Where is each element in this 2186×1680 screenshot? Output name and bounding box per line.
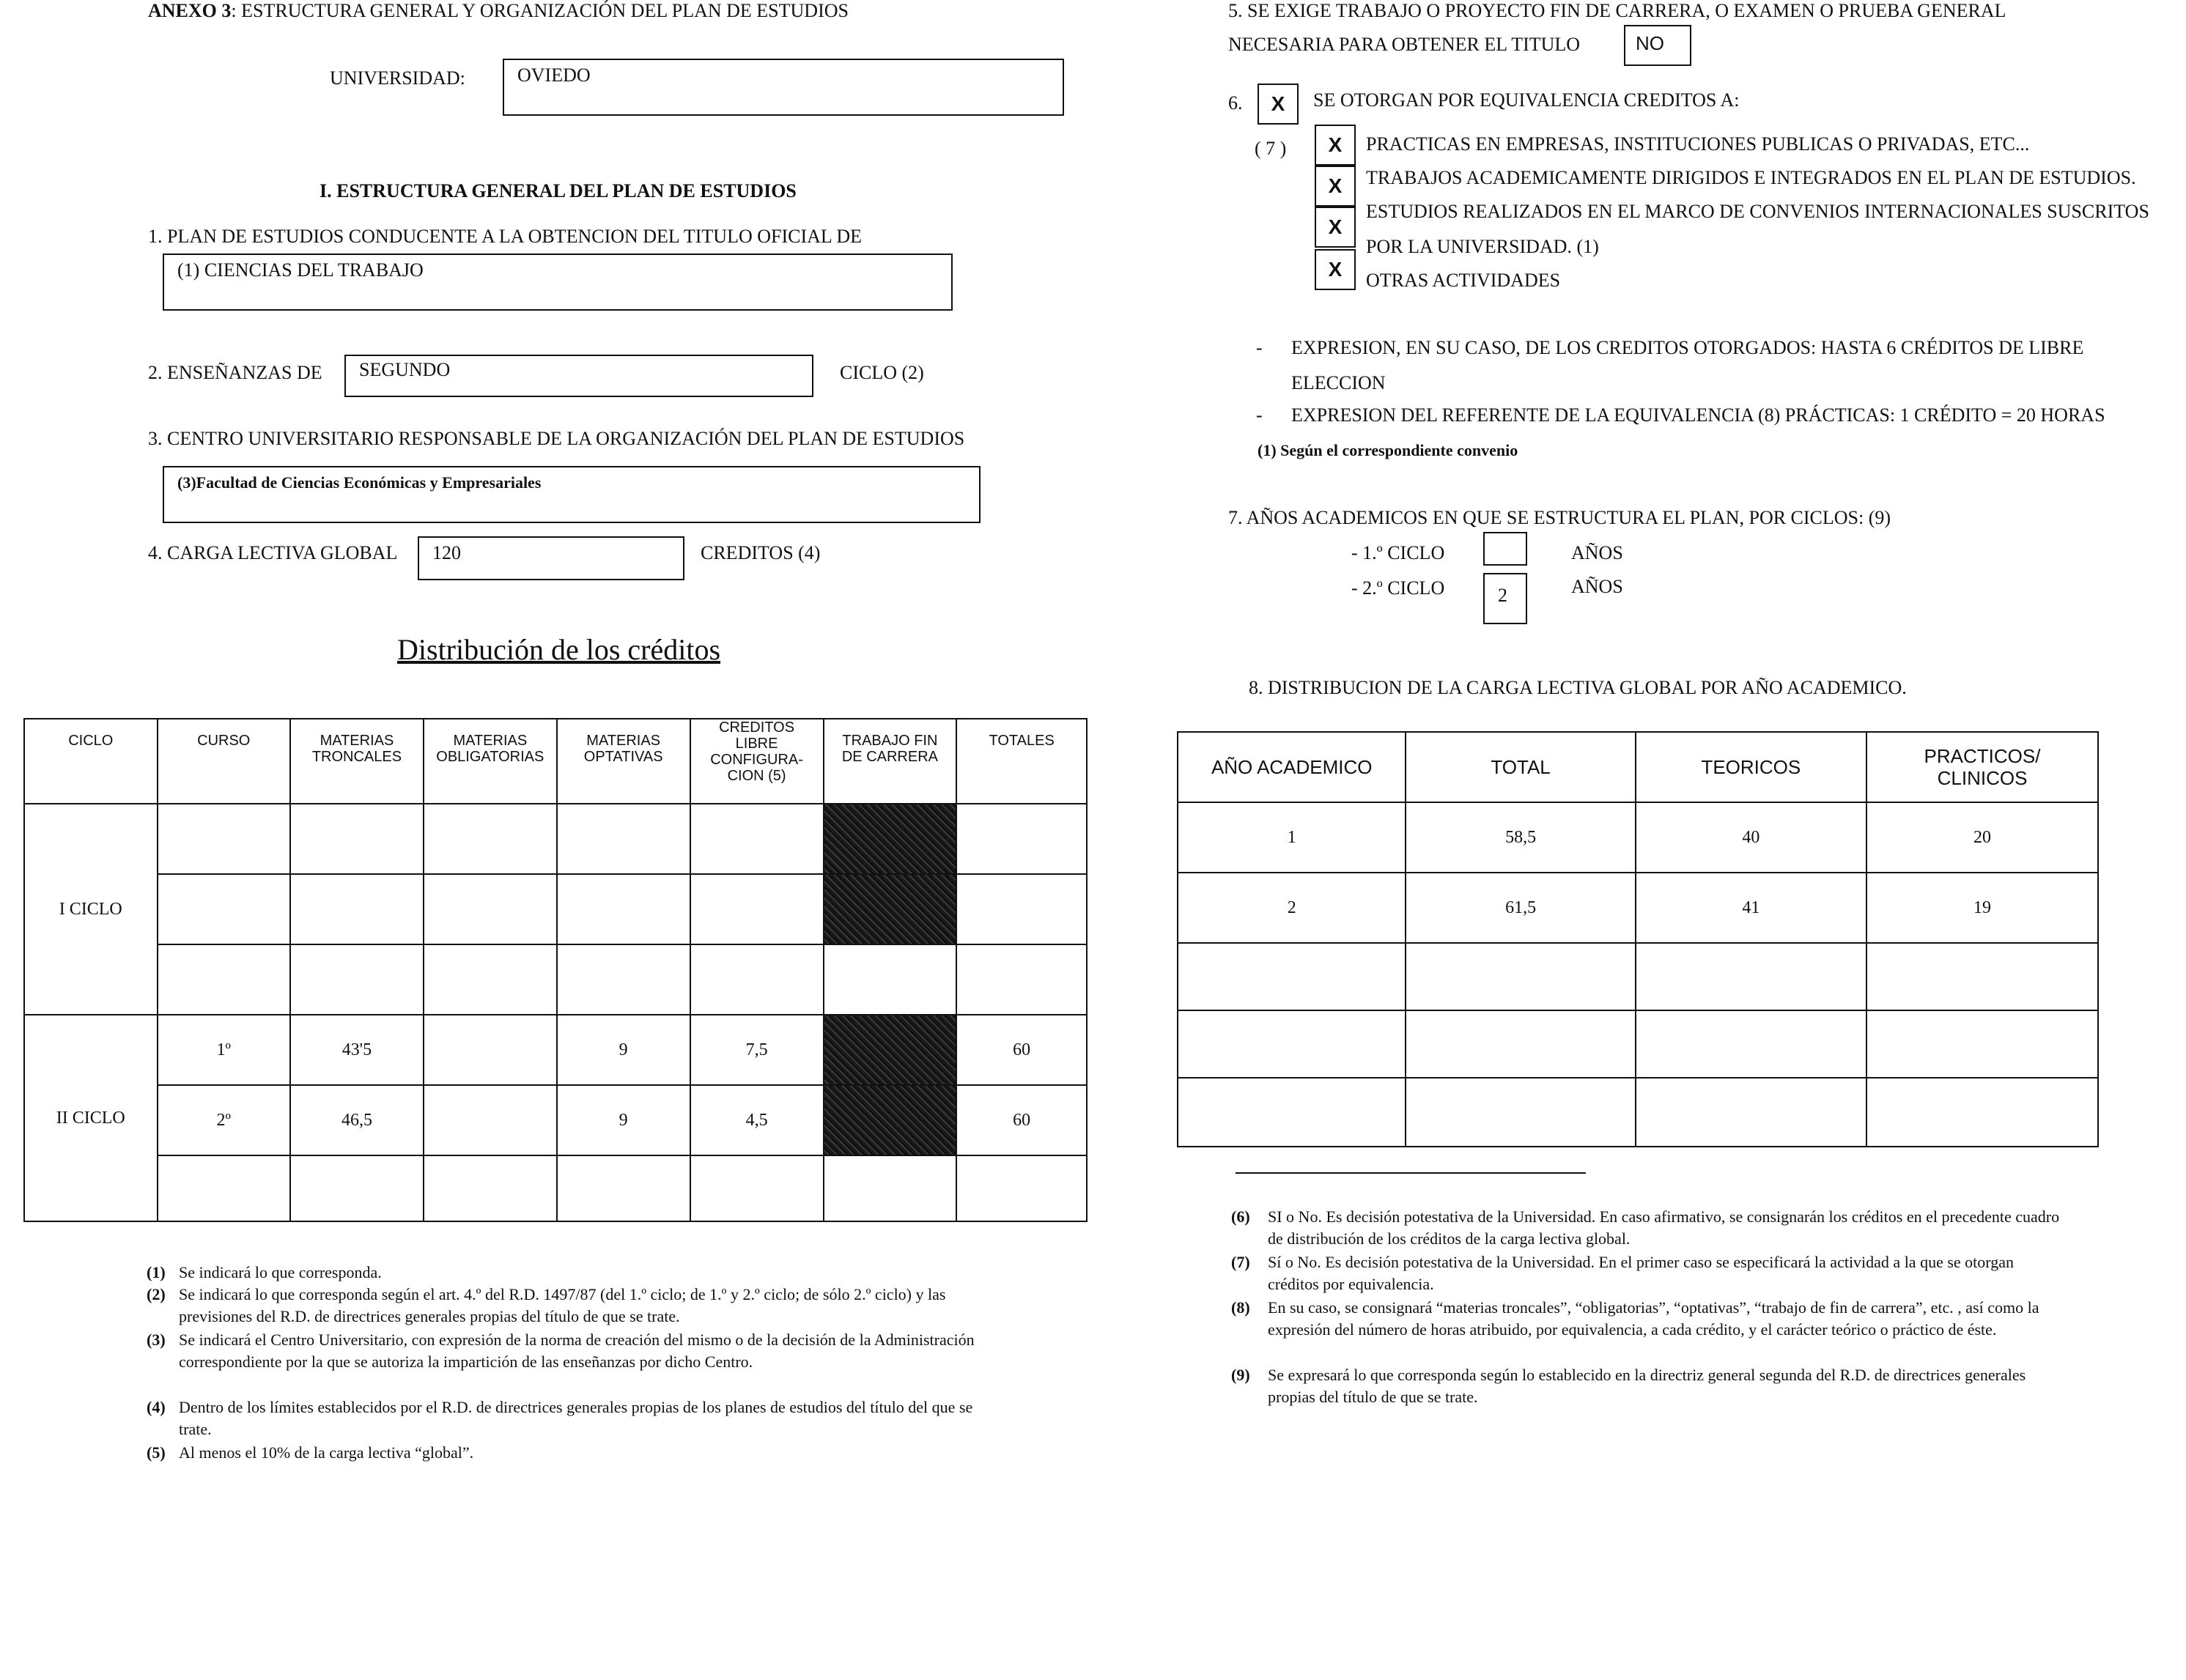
table-row xyxy=(1178,943,2098,1010)
footnote-divider xyxy=(1236,1172,1586,1174)
q6-item-4-checkbox[interactable]: X xyxy=(1315,249,1356,290)
q4-label: 4. CARGA LECTIVA GLOBAL xyxy=(148,542,398,563)
footnote-text: En su caso, se consignará “materias troncales”, “obligatorias”, “optativas”, “trabajo de fin de carrera”, etc. , así como la expresión del número de horas atribuido, por equivalencia, a cada crédito, y el carácter teórico o práctico de éste. xyxy=(1268,1298,2039,1339)
q6-item-3-label: ESTUDIOS REALIZADOS EN EL MARCO DE CONVENIOS INTERNACIONALES SUSCRITOS xyxy=(1366,201,2149,222)
annex-header xyxy=(148,0,849,22)
q6-checkbox[interactable]: X xyxy=(1258,84,1299,125)
footnote-text: Se indicará lo que corresponda. xyxy=(179,1263,382,1281)
cell-troncales: 43'5 xyxy=(290,1015,424,1085)
table-row xyxy=(24,1085,1087,1155)
academic-year-table xyxy=(1177,731,2099,1147)
q7-cycle1-label: - 1.º CICLO xyxy=(1351,542,1445,563)
header-trabajo-fin-carrera: TRABAJO FIN DE CARRERA xyxy=(824,719,957,804)
expr-bullet-2: - xyxy=(1256,404,1263,426)
cell-teoricos: 41 xyxy=(1636,873,1866,943)
university-label: UNIVERSIDAD: xyxy=(330,67,465,89)
ciclo1-label: I CICLO xyxy=(24,804,158,1015)
table-row xyxy=(24,804,1087,874)
table-row xyxy=(24,1015,1087,1085)
shaded-cell xyxy=(824,874,957,944)
footnote-text: Dentro de los límites establecidos por el R.D. de directrices generales propias de los planes de estudios del título del que se trate. xyxy=(179,1398,973,1438)
q7-cycle2-value: 2 xyxy=(1498,585,1507,606)
cell-year xyxy=(1178,1010,1406,1078)
university-value: OVIEDO xyxy=(517,64,591,86)
footnote-text: Se indicará lo que corresponda según el art. 4.º del R.D. 1497/87 (del 1.º ciclo; de 1.º y 2.º ciclo; de sólo 2.º ciclo) y las previsiones del R.D. de directrices generales propias del título de que se trate. xyxy=(179,1285,946,1325)
footnote-number: (6) xyxy=(1231,1207,1250,1226)
q8-label: 8. DISTRIBUCION DE LA CARGA LECTIVA GLOBAL POR AÑO ACADEMICO. xyxy=(1249,677,1907,698)
footnote-number: (1) xyxy=(147,1263,166,1281)
cell-teoricos xyxy=(1636,1078,1866,1147)
cell-practicos xyxy=(1866,1078,2098,1147)
header-ciclo: CICLO xyxy=(24,719,158,804)
cell-practicos xyxy=(1866,943,2098,1010)
footnote-6 xyxy=(1231,1206,2067,1251)
footnote-text: Se expresará lo que corresponda según lo establecido en la directriz general segunda del R.D. de directrices generales propias del título de que se trate. xyxy=(1268,1366,2026,1406)
cell-obligatorias xyxy=(424,1085,557,1155)
expr-note: (1) Según el correspondiente convenio xyxy=(1258,441,1518,459)
q7-cycle1-unit: AÑOS xyxy=(1571,542,1623,563)
header-practicos: PRACTICOS/ CLINICOS xyxy=(1866,732,2098,802)
annex-title: : ESTRUCTURA GENERAL Y ORGANIZACIÓN DEL PLAN DE ESTUDIOS xyxy=(231,0,849,21)
footnote-1 xyxy=(147,1262,982,1284)
footnote-number: (5) xyxy=(147,1443,166,1462)
footnote-7 xyxy=(1231,1251,2067,1297)
cell-year: 2 xyxy=(1178,873,1406,943)
shaded-cell xyxy=(824,1015,957,1085)
q5-label-line1: 5. SE EXIGE TRABAJO O PROYECTO FIN DE CARRERA, O EXAMEN O PRUEBA GENERAL xyxy=(1228,0,2006,21)
table-row xyxy=(24,874,1087,944)
ciclo2-label: II CICLO xyxy=(24,1015,158,1221)
footnote-number: (2) xyxy=(147,1285,166,1303)
q7-cycle1-field[interactable] xyxy=(1483,532,1527,566)
cell-libre: 7,5 xyxy=(690,1015,824,1085)
header-ano-academico: AÑO ACADEMICO xyxy=(1178,732,1406,802)
table-row xyxy=(1178,873,2098,943)
shaded-cell xyxy=(824,1085,957,1155)
q6-item-1-checkbox[interactable]: X xyxy=(1315,125,1356,166)
q6-label: SE OTORGAN POR EQUIVALENCIA CREDITOS A: xyxy=(1313,89,1740,111)
footnote-text: Se indicará el Centro Universitario, con expresión de la norma de creación del mismo o de la decisión de la Administración correspondiente por la que se autoriza la impartición de las enseñanzas por dicho Centro. xyxy=(179,1331,975,1371)
q3-center-value: (3)Facultad de Ciencias Económicas y Empresariales xyxy=(177,473,542,492)
cell-year xyxy=(1178,943,1406,1010)
q6-item-1-label: PRACTICAS EN EMPRESAS, INSTITUCIONES PUBLICAS O PRIVADAS, ETC... xyxy=(1366,133,2030,155)
footnote-number: (8) xyxy=(1231,1298,1250,1317)
cell-optativas: 9 xyxy=(557,1015,690,1085)
section-title: I. ESTRUCTURA GENERAL DEL PLAN DE ESTUDIOS xyxy=(320,180,797,201)
cell-teoricos xyxy=(1636,943,1866,1010)
q6-item-2-checkbox[interactable]: X xyxy=(1315,166,1356,207)
cell-practicos: 19 xyxy=(1866,873,2098,943)
footnote-text: Al menos el 10% de la carga lectiva “global”. xyxy=(179,1443,474,1462)
cell-totales: 60 xyxy=(956,1085,1087,1155)
table-row xyxy=(1178,802,2098,873)
expr-equivalence: EXPRESION DEL REFERENTE DE LA EQUIVALENCIA (8) PRÁCTICAS: 1 CRÉDITO = 20 HORAS xyxy=(1291,404,2105,426)
cell-total: 61,5 xyxy=(1406,873,1635,943)
footnote-8 xyxy=(1231,1297,2067,1364)
q1-label: 1. PLAN DE ESTUDIOS CONDUCENTE A LA OBTENCION DEL TITULO OFICIAL DE xyxy=(148,226,862,247)
q1-title-value: (1) CIENCIAS DEL TRABAJO xyxy=(177,259,424,281)
q6-item-4-label: OTRAS ACTIVIDADES xyxy=(1366,270,1561,291)
q2-label: 2. ENSEÑANZAS DE xyxy=(148,362,322,383)
q6-item-2-label: TRABAJOS ACADEMICAMENTE DIRIGIDOS E INTEGRADOS EN EL PLAN DE ESTUDIOS. xyxy=(1366,167,2136,188)
footnote-text: Sí o No. Es decisión potestativa de la Universidad. En el primer caso se especificará la actividad a la que se otorgan créditos por equivalencia. xyxy=(1268,1253,2014,1293)
cell-total xyxy=(1406,943,1635,1010)
footnote-5 xyxy=(147,1442,982,1464)
cell-year xyxy=(1178,1078,1406,1147)
q3-label: 3. CENTRO UNIVERSITARIO RESPONSABLE DE LA ORGANIZACIÓN DEL PLAN DE ESTUDIOS xyxy=(148,428,965,449)
header-teoricos: TEORICOS xyxy=(1636,732,1866,802)
header-obligatorias: MATERIAS OBLIGATORIAS xyxy=(424,719,557,804)
header-total: TOTAL xyxy=(1406,732,1635,802)
q2-suffix: CICLO (2) xyxy=(840,362,924,383)
q4-suffix: CREDITOS (4) xyxy=(701,542,821,563)
footnote-number: (7) xyxy=(1231,1253,1250,1271)
footnote-2 xyxy=(147,1284,982,1329)
footnote-4 xyxy=(147,1396,982,1442)
q7-cycle2-field[interactable] xyxy=(1483,573,1527,624)
expr-credits-line1: EXPRESION, EN SU CASO, DE LOS CREDITOS OTORGADOS: HASTA 6 CRÉDITOS DE LIBRE xyxy=(1291,337,2084,358)
header-libre-configuracion: CREDITOS LIBRE CONFIGURA-CION (5) xyxy=(690,719,824,804)
cell-obligatorias xyxy=(424,1015,557,1085)
distribution-title: Distribución de los créditos xyxy=(397,633,721,666)
q7-cycle2-unit: AÑOS xyxy=(1571,576,1623,597)
q6-item-3-label-cont: POR LA UNIVERSIDAD. (1) xyxy=(1366,236,1599,257)
q4-credits-value: 120 xyxy=(432,542,461,563)
q1-title-field[interactable] xyxy=(163,254,953,311)
q6-number: 6. xyxy=(1228,92,1243,114)
footnote-9 xyxy=(1231,1364,2067,1410)
q6-reference: ( 7 ) xyxy=(1255,138,1287,159)
footnote-number: (4) xyxy=(147,1398,166,1416)
expr-bullet-1: - xyxy=(1256,337,1263,358)
footnote-text: SI o No. Es decisión potestativa de la Universidad. En caso afirmativo, se consignarán los créditos en el precedente cuadro de distribución de los créditos de la carga lectiva global. xyxy=(1268,1207,2060,1248)
credits-distribution-table xyxy=(23,718,1088,1222)
cell-curso: 2º xyxy=(158,1085,291,1155)
cell-libre: 4,5 xyxy=(690,1085,824,1155)
table-row xyxy=(1178,1078,2098,1147)
header-troncales: MATERIAS TRONCALES xyxy=(290,719,424,804)
cell-teoricos: 40 xyxy=(1636,802,1866,873)
header-totales: TOTALES xyxy=(956,719,1087,804)
cell-totales: 60 xyxy=(956,1015,1087,1085)
q4-credits-field[interactable] xyxy=(418,536,684,580)
cell-optativas: 9 xyxy=(557,1085,690,1155)
q7-label: 7. AÑOS ACADEMICOS EN QUE SE ESTRUCTURA EL PLAN, POR CICLOS: (9) xyxy=(1228,507,1891,528)
cell-teoricos xyxy=(1636,1010,1866,1078)
footnote-number: (3) xyxy=(147,1331,166,1349)
q5-answer-value: NO xyxy=(1636,32,1664,54)
q2-cycle-field[interactable] xyxy=(344,355,813,397)
cell-curso: 1º xyxy=(158,1015,291,1085)
header-optativas: MATERIAS OPTATIVAS xyxy=(557,719,690,804)
expr-credits-line2: ELECCION xyxy=(1291,372,1386,393)
cell-practicos xyxy=(1866,1010,2098,1078)
cell-total xyxy=(1406,1078,1635,1147)
q7-cycle2-label: - 2.º CICLO xyxy=(1351,577,1445,599)
annex-label: ANEXO 3 xyxy=(148,0,232,21)
cell-year: 1 xyxy=(1178,802,1406,873)
q6-item-3-checkbox[interactable]: X xyxy=(1315,207,1356,248)
shaded-cell xyxy=(824,804,957,874)
header-curso: CURSO xyxy=(158,719,291,804)
table-row xyxy=(24,1155,1087,1221)
q5-label-line2: NECESARIA PARA OBTENER EL TITULO xyxy=(1228,34,1581,55)
cell-practicos: 20 xyxy=(1866,802,2098,873)
q5-answer-field[interactable] xyxy=(1624,25,1691,66)
q2-cycle-value: SEGUNDO xyxy=(359,359,451,380)
table-row xyxy=(24,944,1087,1015)
cell-total: 58,5 xyxy=(1406,802,1635,873)
footnote-number: (9) xyxy=(1231,1366,1250,1384)
university-field[interactable] xyxy=(503,59,1064,116)
cell-troncales: 46,5 xyxy=(290,1085,424,1155)
table-row xyxy=(1178,1010,2098,1078)
cell-total xyxy=(1406,1010,1635,1078)
q3-center-field[interactable] xyxy=(163,466,981,523)
footnote-3 xyxy=(147,1329,982,1396)
